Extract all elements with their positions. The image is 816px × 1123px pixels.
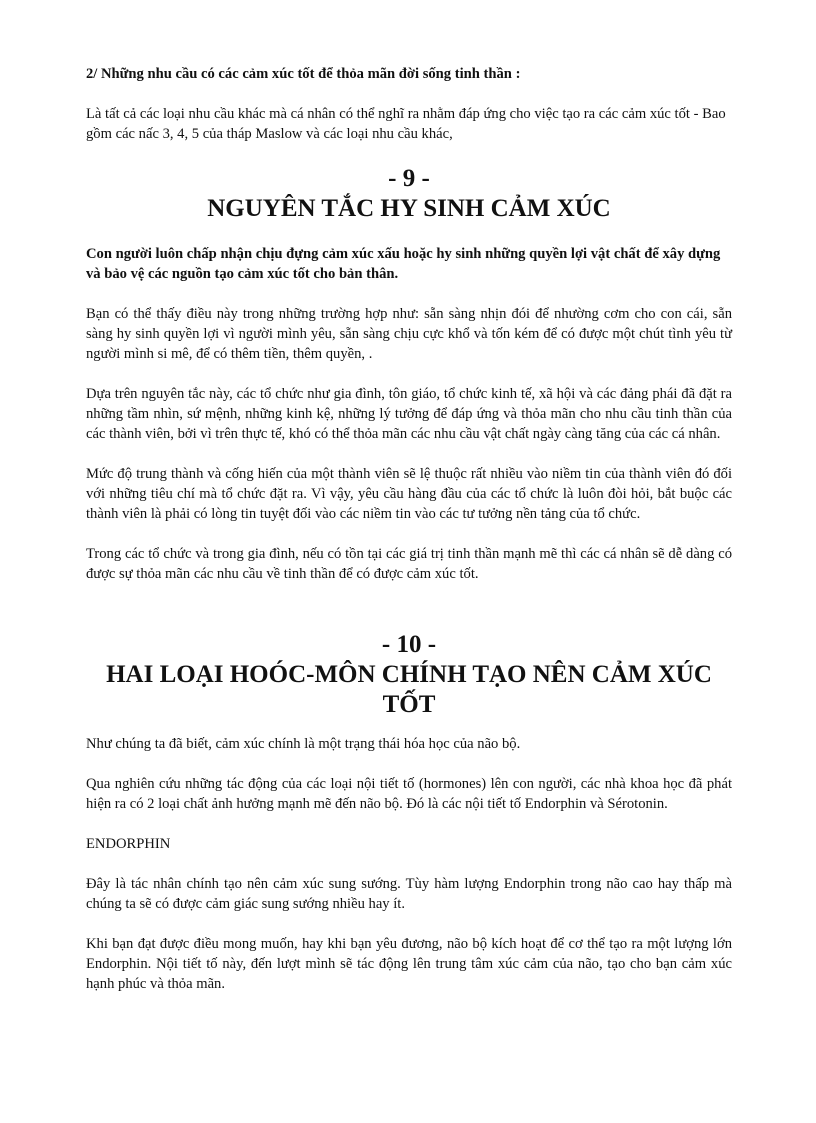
paragraph: Khi bạn đạt được điều mong muốn, hay khi bạn yêu đương, não bộ kích hoạt để cơ thể tạo ra một lượng lớn Endorphin. Nội tiết tố này, đến lượt mình sẽ tác động lên trung tâm xúc cảm của não, tạo cho bạn cảm xúc hạnh phúc và thỏa mãn. bbox=[86, 936, 732, 992]
chapter-number: - 9 - bbox=[388, 165, 430, 192]
paragraph: Dựa trên nguyên tắc này, các tổ chức như gia đình, tôn giáo, tổ chức kinh tế, xã hội và các đảng phái đã đặt ra những tầm nhìn, sứ mệnh, những kinh kệ, những lý tưởng để đáp ứng và thỏa mãn cho nhu cầu tinh thần của các thành viên, bởi vì trên thực tế, khó có thể thỏa mãn các nhu cầu vật chất ngày càng tăng của các cá nhân. bbox=[86, 386, 732, 442]
paragraph: Như chúng ta đã biết, cảm xúc chính là một trạng thái hóa học của não bộ. bbox=[86, 736, 521, 752]
document-page bbox=[86, 64, 732, 1014]
chapter-lead: Con người luôn chấp nhận chịu đựng cảm xúc xấu hoặc hy sinh những quyền lợi vật chất để xây dựng và bảo vệ các nguồn tạo cảm xúc tốt cho bản thân. bbox=[86, 246, 721, 282]
chapter-title: HAI LOẠI HOÓC-MÔN CHÍNH TẠO NÊN CẢM XÚC TỐT bbox=[106, 661, 712, 718]
paragraph: Trong các tổ chức và trong gia đình, nếu có tồn tại các giá trị tinh thần mạnh mẽ thì các cá nhân sẽ dễ dàng có được sự thỏa mãn các nhu cầu về tinh thần để có được cảm xúc tốt. bbox=[86, 546, 732, 582]
section-body: Là tất cả các loại nhu cầu khác mà cá nhân có thể nghĩ ra nhằm đáp ứng cho việc tạo ra các cảm xúc tốt - Bao gồm các nấc 3, 4, 5 của tháp Maslow và các loại nhu cầu khác, bbox=[86, 106, 726, 142]
chapter-title: NGUYÊN TẮC HY SINH CẢM XÚC bbox=[207, 195, 611, 222]
paragraph: Qua nghiên cứu những tác động của các loại nội tiết tố (hormones) lên con người, các nhà khoa học đã phát hiện ra có 2 loại chất ảnh hưởng mạnh mẽ đến não bộ. Đó là các nội tiết tố Endorphin và Sérotonin. bbox=[86, 776, 732, 812]
paragraph: Đây là tác nhân chính tạo nên cảm xúc sung sướng. Tùy hàm lượng Endorphin trong não cao hay thấp mà chúng ta sẽ có được cảm giác sung sướng nhiều hay ít. bbox=[86, 876, 732, 912]
paragraph: Bạn có thể thấy điều này trong những trường hợp như: sẵn sàng nhịn đói để nhường cơm cho con cái, sẵn sàng hy sinh quyền lợi vì người mình yêu, sẵn sàng chịu cực khổ và tốn kém để có được một chút tình yêu từ người mình si mê, để có thêm tiền, thêm quyền, . bbox=[86, 306, 732, 362]
subheading: ENDORPHIN bbox=[86, 836, 171, 852]
chapter-9 bbox=[86, 164, 732, 584]
chapter-10 bbox=[86, 630, 732, 994]
chapter-number: - 10 - bbox=[381, 631, 437, 658]
paragraph: Mức độ trung thành và cống hiến của một thành viên sẽ lệ thuộc rất nhiều vào niềm tin của thành viên đó đối với những tiêu chí mà tổ chức đặt ra. Vì vậy, yêu cầu hàng đầu của các tổ chức là luôn đòi hỏi, bắt buộc các thành viên là phải có lòng tin tuyệt đối vào các niềm tin vào các tư tưởng nền tảng của tổ chức. bbox=[86, 466, 732, 522]
section-heading: 2/ Những nhu cầu có các cảm xúc tốt để thỏa mãn đời sống tinh thần : bbox=[86, 66, 521, 82]
